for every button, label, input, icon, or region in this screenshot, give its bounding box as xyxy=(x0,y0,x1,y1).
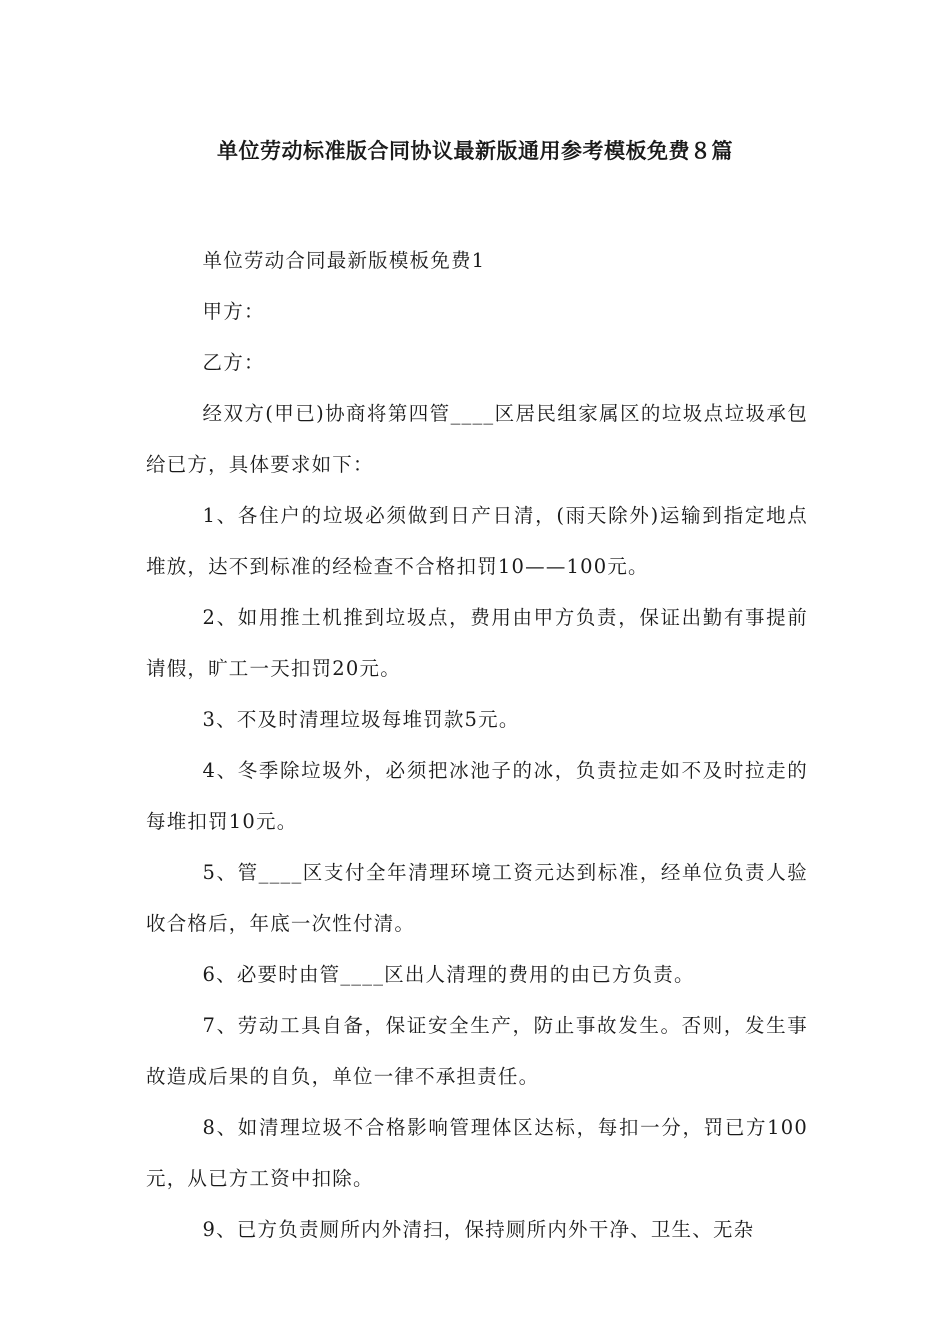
paragraph-clause-7: 7、劳动工具自备，保证安全生产，防止事故发生。否则，发生事故造成后果的自负，单位一律不承担责任。 xyxy=(146,1014,808,1088)
paragraph-party-b: 乙方： xyxy=(202,351,265,374)
paragraph-clause-9: 9、已方负责厕所内外清扫，保持厕所内外干净、卫生、无杂 xyxy=(202,1218,755,1241)
paragraph-clause-8: 8、如清理垃圾不合格影响管理体区达标，每扣一分，罚已方100元，从已方工资中扣除。 xyxy=(146,1116,808,1190)
paragraph-heading: 单位劳动合同最新版模板免费1 xyxy=(202,249,486,272)
paragraph-clause-1: 1、各住户的垃圾必须做到日产日清，(雨天除外)运输到指定地点堆放，达不到标准的经检查不合格扣罚10——100元。 xyxy=(146,504,808,578)
paragraph-clause-5: 5、管____区支付全年清理环境工资元达到标准，经单位负责人验收合格后，年底一次性付清。 xyxy=(146,861,808,935)
paragraph-clause-2: 2、如用推土机推到垃圾点，费用由甲方负责，保证出勤有事提前请假，旷工一天扣罚20元。 xyxy=(146,606,808,680)
paragraph-party-a: 甲方： xyxy=(202,300,265,323)
paragraph-clause-4: 4、冬季除垃圾外，必须把冰池子的冰，负责拉走如不及时拉走的每堆扣罚10元。 xyxy=(146,759,808,833)
document-body xyxy=(146,235,808,1255)
paragraph-clause-3: 3、不及时清理垃圾每堆罚款5元。 xyxy=(202,708,520,731)
paragraph-clause-6: 6、必要时由管____区出人清理的费用的由已方负责。 xyxy=(202,963,695,986)
paragraph-intro: 经双方(甲已)协商将第四管____区居民组家属区的垃圾点垃圾承包给已方，具体要求如下： xyxy=(146,402,808,476)
document-title: 单位劳动标准版合同协议最新版通用参考模板免费８篇 xyxy=(217,139,733,163)
